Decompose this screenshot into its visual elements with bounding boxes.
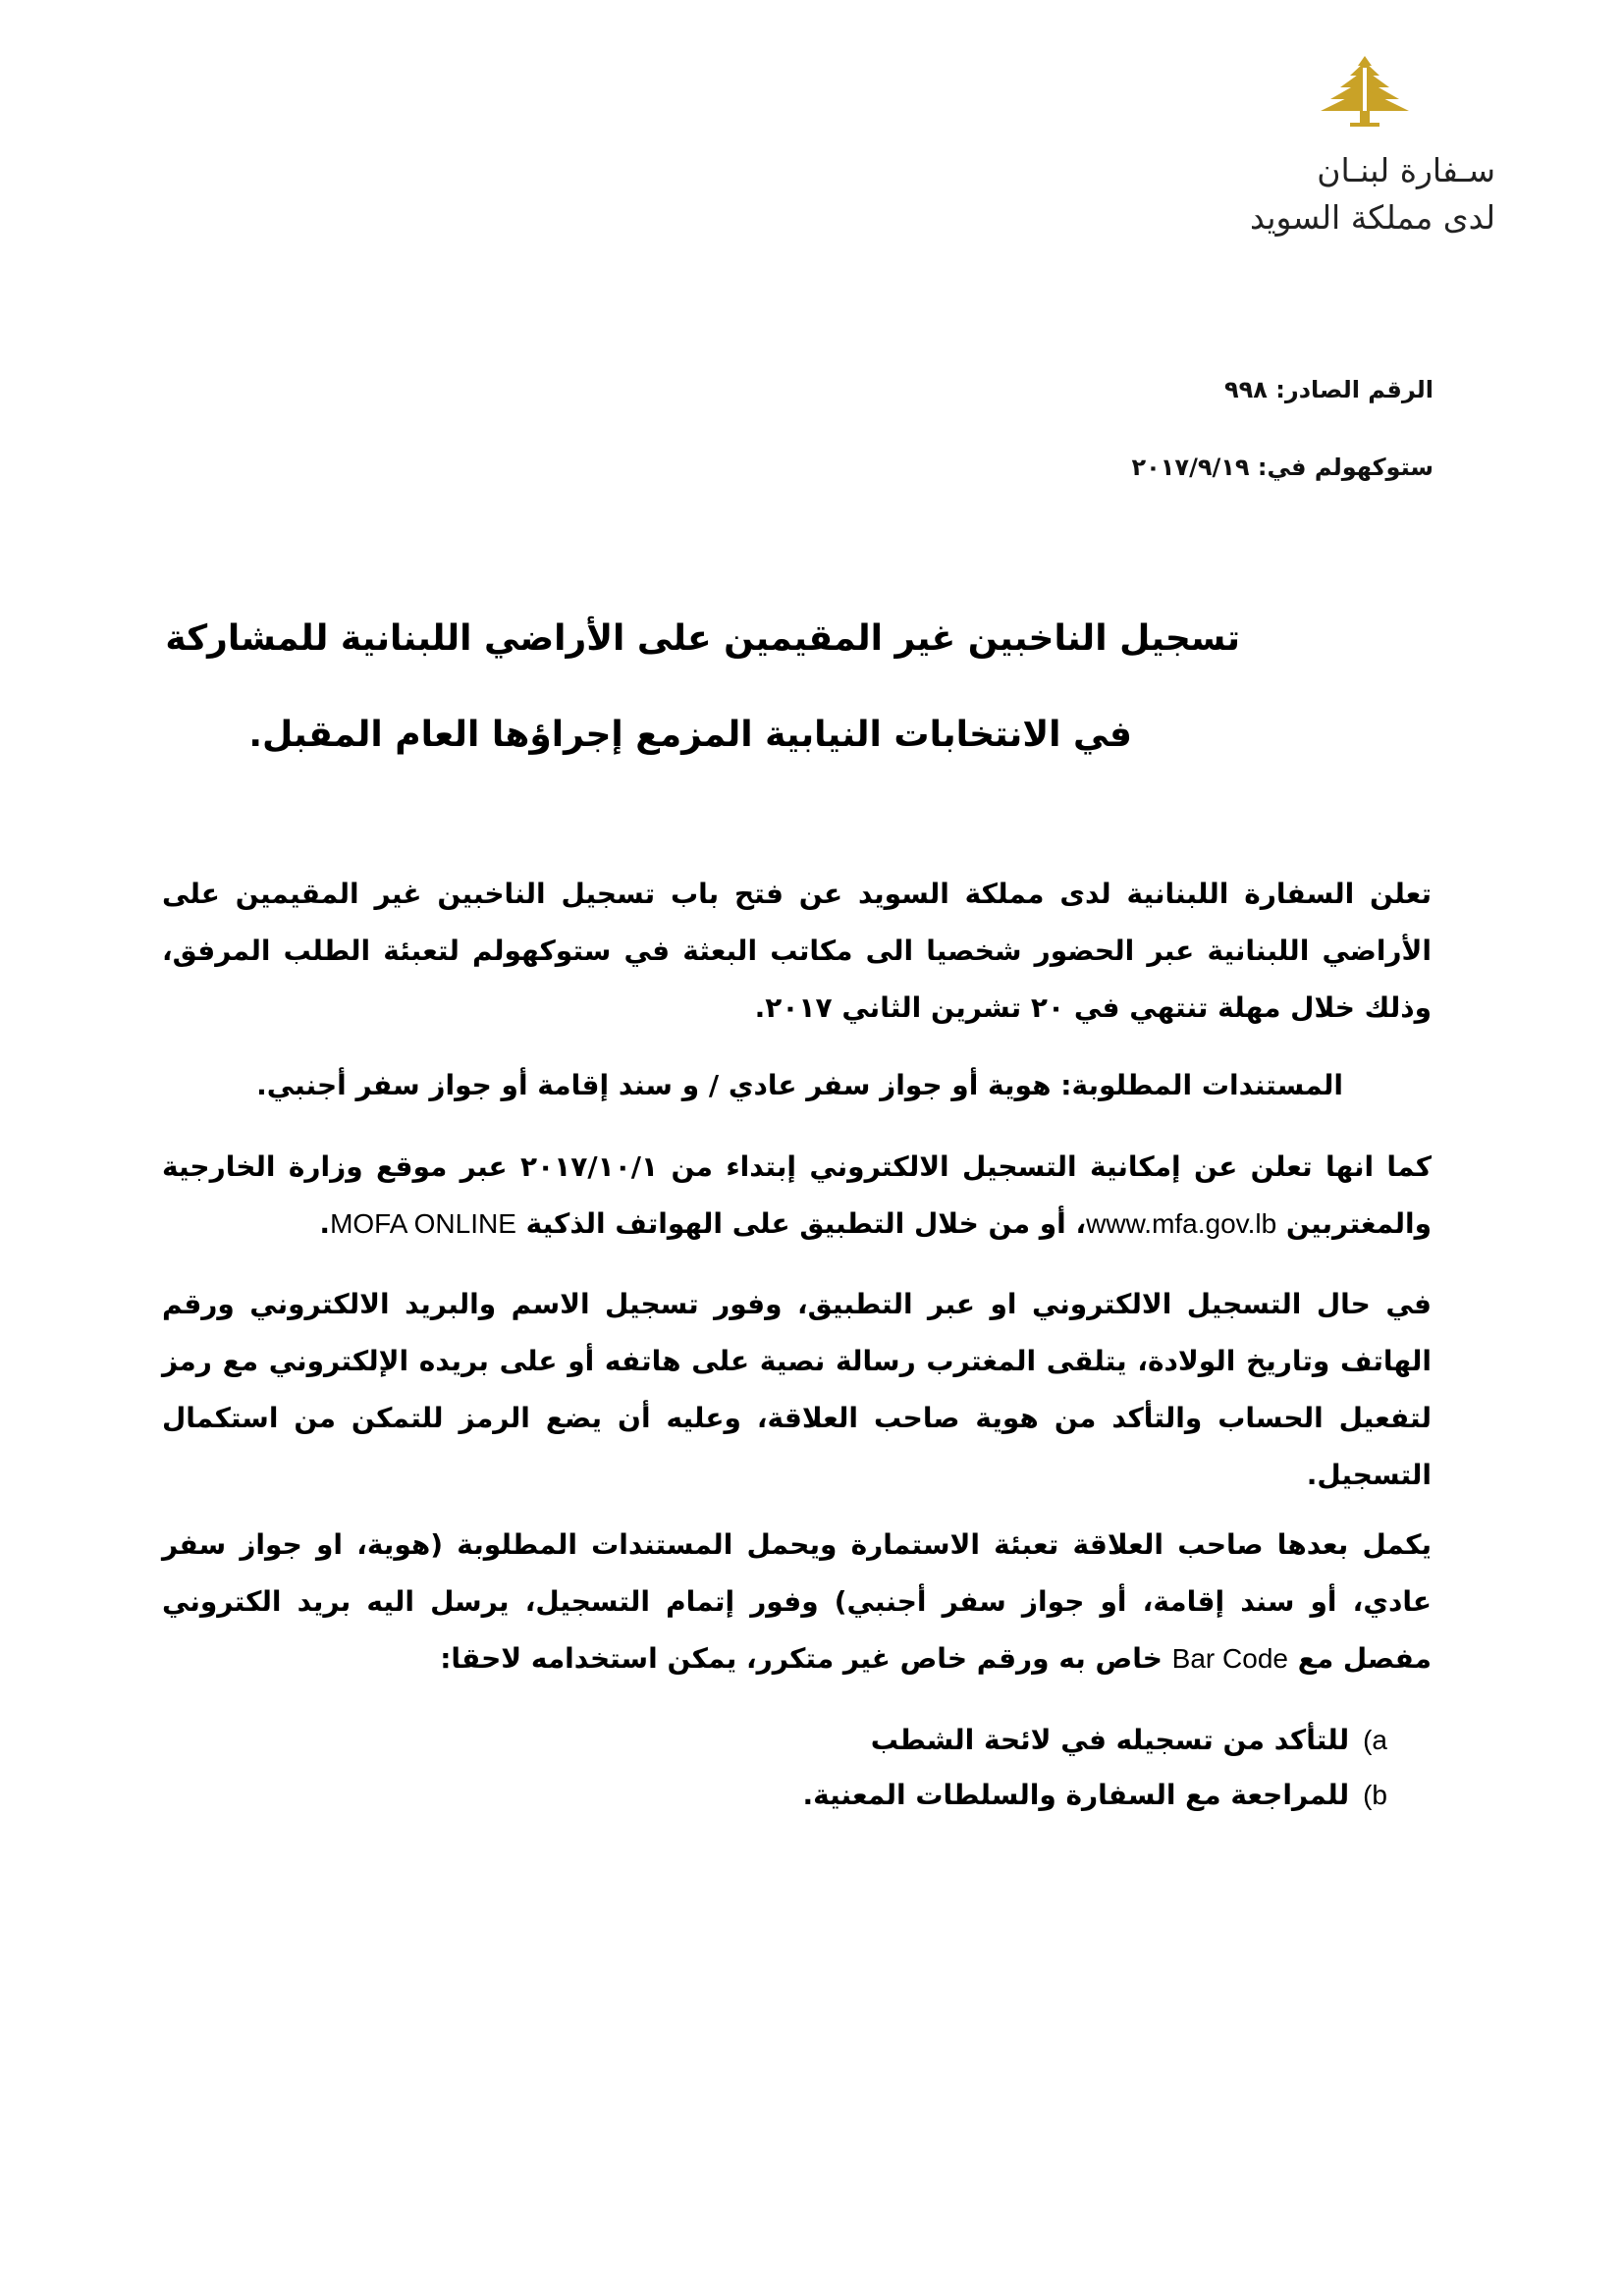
online-registration-text: كما انها تعلن عن إمكانية التسجيل الالكتروني إبتداء من ٢٠١٧/١٠/١ عبر موقع وزارة الخارجية والمغتربين [162, 1150, 1432, 1240]
list-marker: b) [1363, 1780, 1387, 1810]
reference-date: ستوكهولم في: ٢٠١٧/٩/١٩ [1131, 454, 1434, 481]
letterhead-line-1: سـفارة لبنـان [1317, 151, 1495, 189]
online-registration-end: . [319, 1207, 331, 1240]
list-item [802, 1713, 1387, 1768]
bar-code-term: Bar Code [1171, 1643, 1288, 1674]
mfa-website-link: www.mfa.gov.lb [1086, 1208, 1277, 1239]
form-completion-text: يكمل بعدها صاحب العلاقة تعبئة الاستمارة ويحمل المستندات المطلوبة (هوية، او جواز سفر عادي، أو سند إقامة، أو جواز سفر أجنبي) وفور إتمام التسجيل، يرسل اليه بريد الكتروني مفصل مع [162, 1528, 1432, 1675]
form-completion-text-2: خاص به ورقم خاص غير متكرر، يمكن استخدامه لاحقا: [440, 1642, 1172, 1675]
usage-list [802, 1713, 1387, 1823]
list-item-text: للتأكد من تسجيله في لائحة الشطب [870, 1724, 1350, 1756]
online-registration-text-2: ، أو من خلال التطبيق على الهواتف الذكية [515, 1207, 1087, 1240]
paragraph-verification-process: في حال التسجيل الالكتروني او عبر التطبيق، وفور تسجيل الاسم والبريد الالكتروني ورقم الهاتف وتاريخ الولادة، يتلقى المغترب رسالة نصية على هاتفه أو على بريده الإلكتروني مع رمز لتفعيل الحساب والتأكد من هوية صاحب العلاقة، وعليه أن يضع الرمز للتمكن من استكمال التسجيل. [162, 1288, 1432, 1491]
letterhead-line-2: لدى مملكة السويد [1250, 198, 1495, 237]
mofa-online-app-name: MOFA ONLINE [330, 1208, 516, 1239]
paragraph-registration-announcement: تعلن السفارة اللبنانية لدى مملكة السويد عن فتح باب تسجيل الناخبين غير المقيمين على الأراضي اللبنانية عبر الحضور شخصيا الى مكاتب البعثة في ستوكهولم لتعبئة الطلب المرفق، وذلك خلال مهلة تنتهي في ٢٠ تشرين الثاني ٢٠١٧. [162, 878, 1432, 1024]
list-item-text: للمراجعة مع السفارة والسلطات المعنية. [802, 1779, 1350, 1811]
title-line-2: في الانتخابات النيابية المزمع إجراؤها العام المقبل. [248, 715, 1132, 755]
paragraph-online-registration [162, 1139, 1432, 1253]
title-line-1: تسجيل الناخبين غير المقيمين على الأراضي اللبنانية للمشاركة [165, 618, 1240, 659]
paragraph-form-completion [162, 1517, 1432, 1687]
paragraph-required-documents: المستندات المطلوبة: هوية أو جواز سفر عادي / و سند إقامة أو جواز سفر أجنبي. [256, 1069, 1343, 1101]
list-item [802, 1768, 1387, 1823]
list-marker: a) [1363, 1725, 1387, 1755]
cedar-tree-icon [1311, 54, 1419, 133]
reference-number: الرقم الصادر: ٩٩٨ [1224, 376, 1434, 403]
letterhead [1250, 147, 1495, 241]
